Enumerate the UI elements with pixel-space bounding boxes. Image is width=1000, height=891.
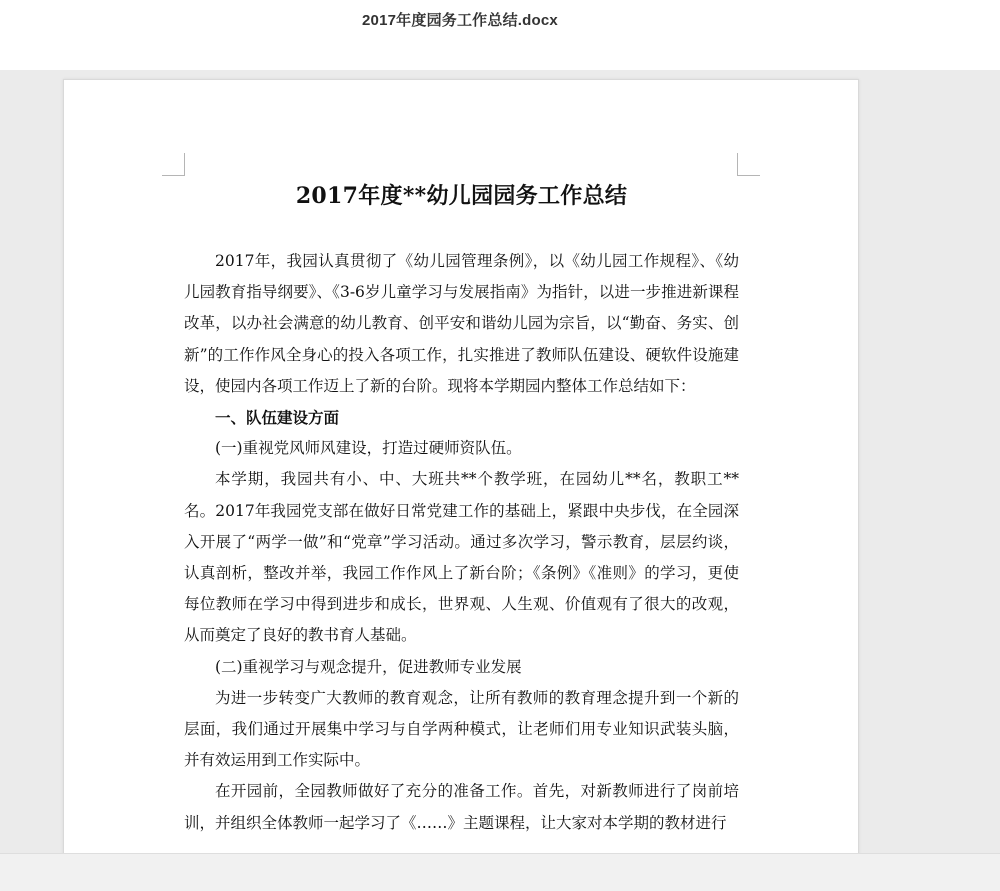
section-heading-team: 一、队伍建设方面 — [215, 408, 340, 428]
document-filename: 2017年度园务工作总结.docx — [362, 12, 558, 29]
margin-corner-top-right — [737, 153, 760, 176]
title-bar — [0, 0, 1000, 70]
document-viewer[interactable] — [0, 70, 1000, 853]
paragraph-study: 为进一步转变广大教师的教育观念，让所有教师的教育理念提升到一个新的层面，我们通过开展集中学习与自学两种模式，让老师们用专业知识武装头脑，并有效运用到工作实际中。 — [184, 688, 739, 770]
document-heading: 2017年度**幼儿园园务工作总结 — [295, 183, 628, 209]
document-page — [63, 79, 859, 853]
bottom-bar — [0, 853, 1000, 891]
paragraph-intro: 2017年，我园认真贯彻了《幼儿园管理条例》，以《幼儿园工作规程》、《幼儿园教育指导纲要》、《3-6岁儿童学习与发展指南》为指针，以进一步推进新课程改革，以办社会满意的幼儿教育、创平安和谐幼儿园为宗旨，以“勤奋、务实、创新”的工作作风全身心的投入各项工作，扎实推进了教师队伍建设、硬软件设施建设，使园内各项工作迈上了新的台阶。现将本学期园内整体工作总结如下： — [184, 252, 739, 395]
paragraph-preparation: 在开园前，全园教师做好了充分的准备工作。首先，对新教师进行了岗前培训，并组织全体教师一起学习了《……》主题课程，让大家对本学期的教材进行 — [184, 782, 739, 832]
subsection-heading-study: (二)重视学习与观念提升，促进教师专业发展 — [215, 657, 522, 676]
margin-corner-top-left — [162, 153, 185, 176]
subsection-heading-party: (一)重视党风师风建设，打造过硬师资队伍。 — [215, 439, 522, 458]
paragraph-party-building: 本学期，我园共有小、中、大班共**个教学班，在园幼儿**名，教职工**名。2017年我园党支部在做好日常党建工作的基础上，紧跟中央步伐，在全园深入开展了“两学一做”和“党章”学习活动。通过多次学习，警示教育，层层约谈，认真剖析，整改并举，我园工作作风上了新台阶；《条例》《准则》的学习，更使每位教师在学习中得到进步和成长，世界观、人生观、价值观有了很大的改观，从而奠定了良好的教书育人基础。 — [184, 470, 739, 645]
page-content — [184, 176, 739, 839]
